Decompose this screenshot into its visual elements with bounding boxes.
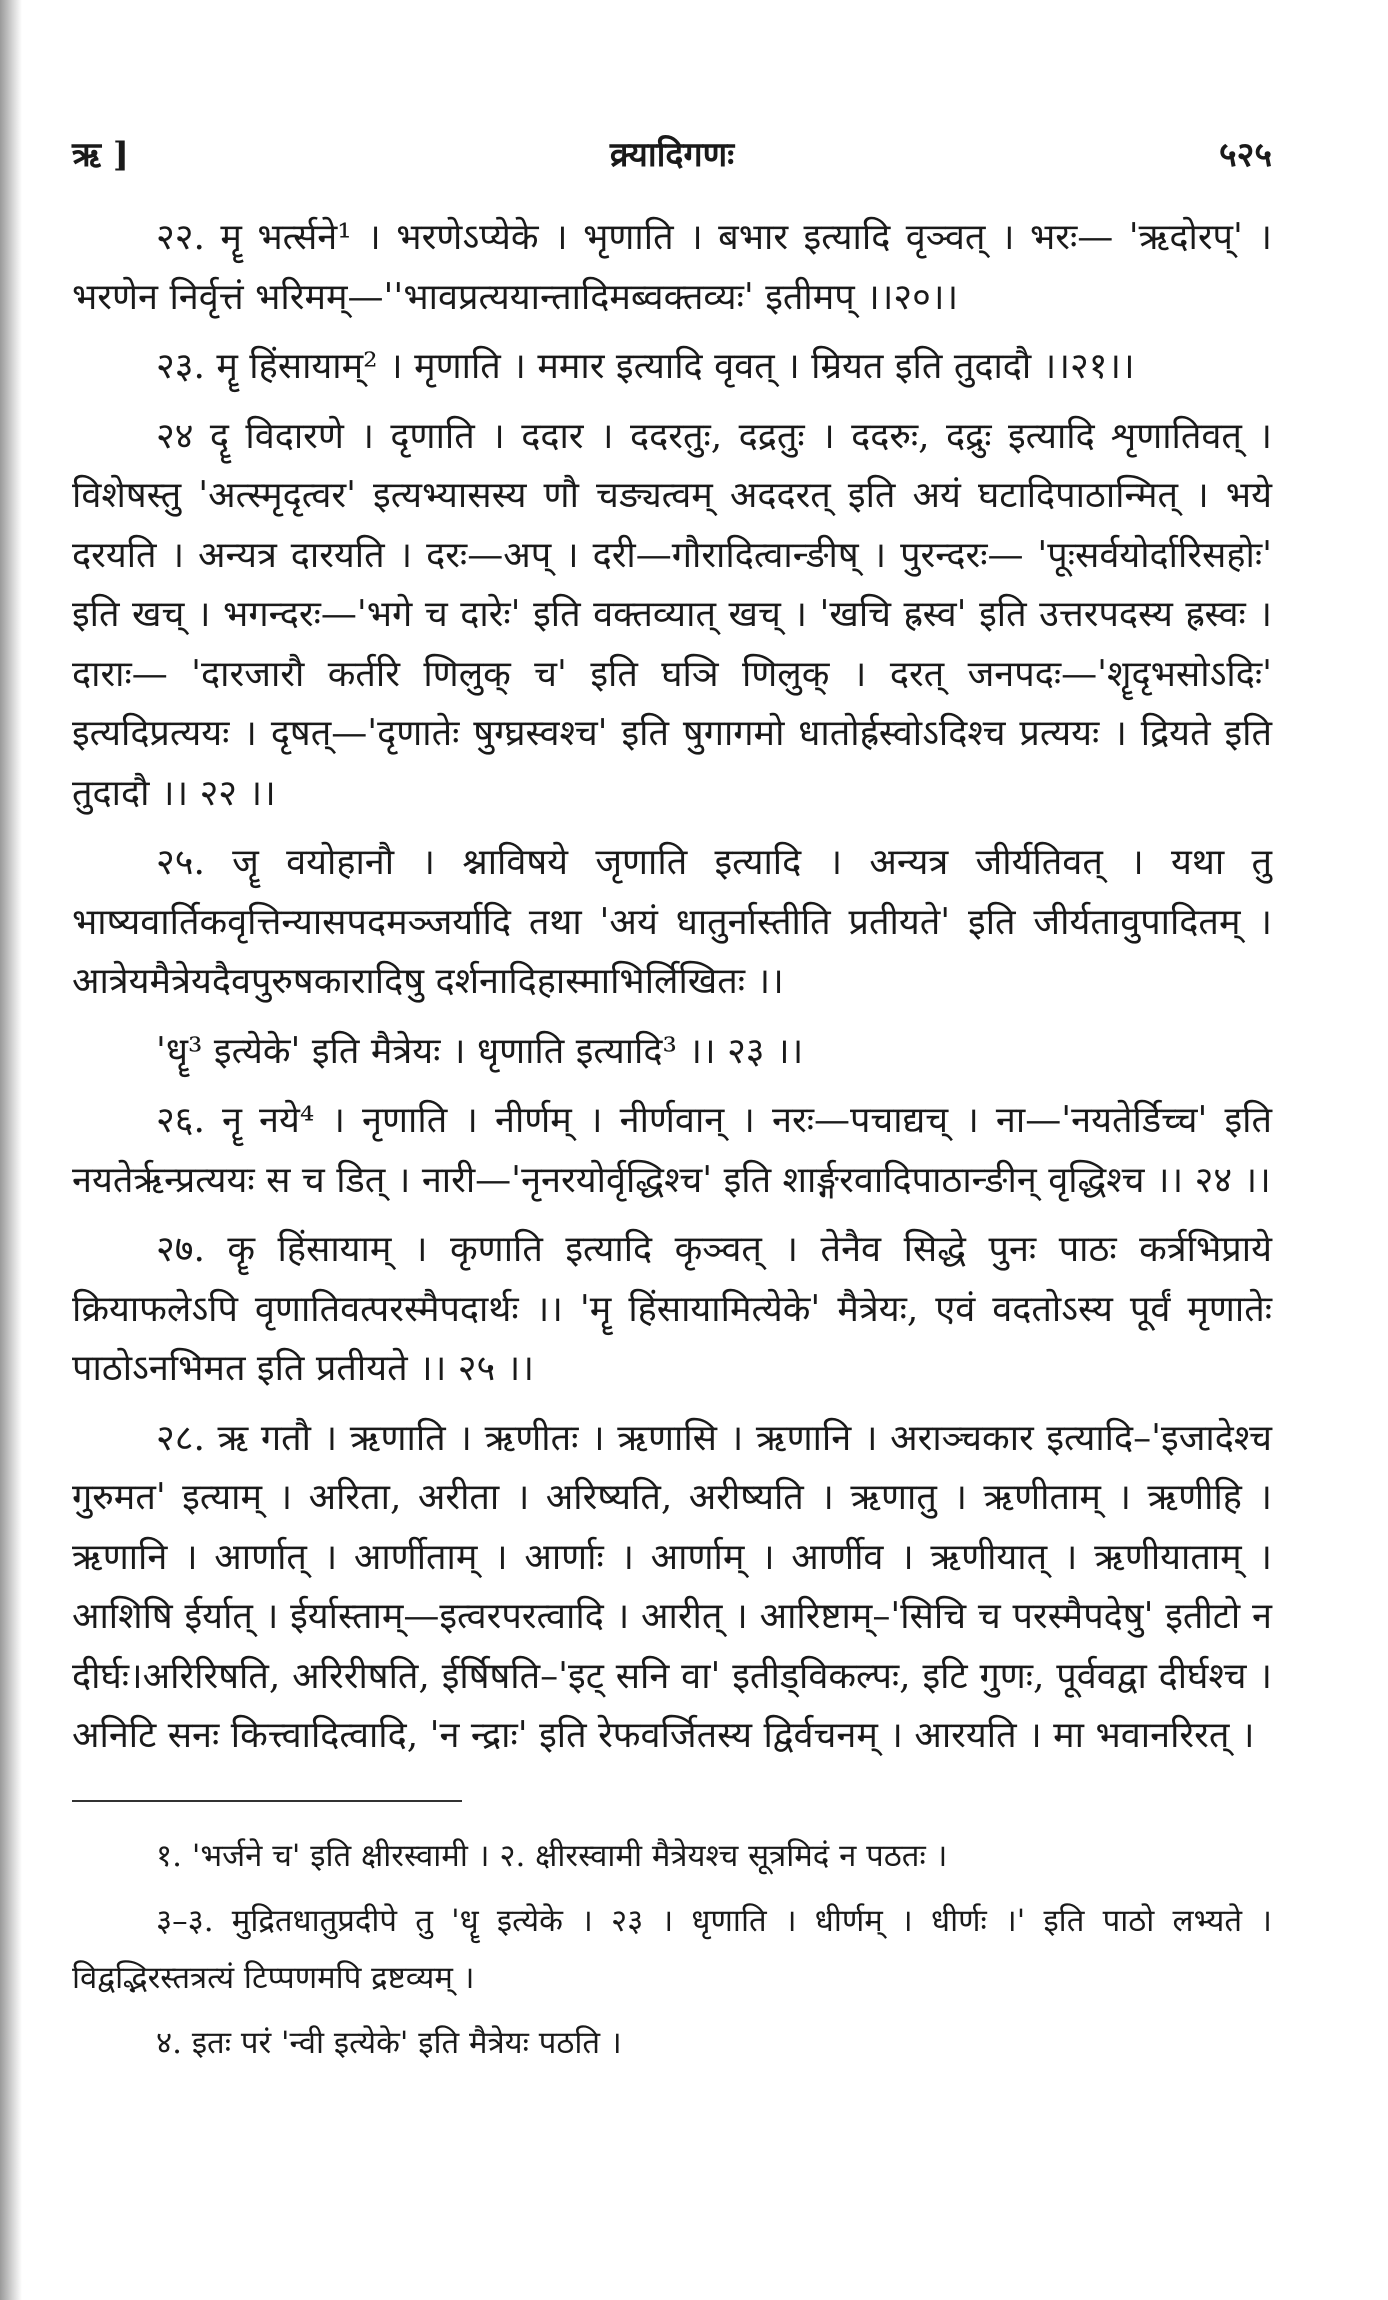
footnote-divider	[72, 1800, 462, 1802]
sutra-paragraph: २५. जॄ वयोहानौ । श्नाविषये जृणाति इत्यादि । अन्यत्र जीर्यतिवत् । यथा तु भाष्यवार्तिकवृत्तिन्यासपदमञ्जर्यादि तथा 'अयं धातुर्नास्तीति प्रतीयते' इति जीर्यतावुपादितम् । आत्रेयमैत्रेयदैवपुरुषकारादिषु दर्शनादिहास्माभिर्लिखितः ।।	[72, 842, 1272, 1002]
footnotes	[72, 1828, 1272, 2072]
footnote: ३–३. मुद्रितधातुप्रदीपे तु 'धॄ इत्येके । २३ । धृणाति । धीर्णम् । धीर्णः ।' इति पाठो लभ्यते । विद्वद्भिरस्तत्रत्यं टिप्पणमपि द्रष्टव्यम् ।	[72, 1902, 1272, 1996]
sutra-paragraph: २२. मॄ भर्त्सने¹ । भरणेऽप्येके । भृणाति । बभार इत्यादि वृञ्वत् । भरः— 'ऋदोरप्' । भरणेन निर्वृत्तं भरिमम्—''भावप्रत्ययान्तादिमब्वक्तव्यः' इतीमप् ।।२०।।	[72, 217, 1272, 318]
sutra-paragraph: २८. ऋ गतौ । ऋणाति । ऋणीतः । ऋणासि । ऋणानि । अराञ्चकार इत्यादि–'इजादेश्च गुरुमत' इत्याम् । अरिता, अरीता । अरिष्यति, अरीष्यति । ऋणातु । ऋणीताम् । ऋणीहि । ऋणानि । आर्णात् । आर्णीताम् । आर्णाः । आर्णाम् । आर्णीव । ऋणीयात् । ऋणीयाताम् । आशिषि ईर्यात् । ईर्यास्ताम्—इत्वरपरत्वादि । आरीत् । आरिष्टाम्–'सिचि च परस्मैपदेषु' इतीटो न दीर्घः।अरिरिषति, अरिरीषति, ईर्षिषति–'इट् सनि वा' इतीड्विकल्पः, इटि गुणः, पूर्ववद्वा दीर्घश्च । अनिटि सनः कित्त्वादित्वादि, 'न न्द्राः' इति रेफवर्जितस्य द्विर्वचनम् । आरयति । मा भवानरिरत् ।	[72, 1417, 1272, 1756]
body-text	[72, 208, 1272, 1766]
footnote: १. 'भर्जने च' इति क्षीरस्वामी । २. क्षीरस्वामी मैत्रेयश्च सूत्रमिदं न पठतः ।	[156, 1837, 948, 1874]
header-title: क्र्यादिगणः	[609, 135, 735, 175]
sutra-paragraph: 'धॄ³ इत्येके' इति मैत्रेयः । धृणाति इत्यादि³ ।। २३ ।।	[156, 1030, 804, 1072]
sutra-paragraph: २३. मॄ हिंसायाम्² । मृणाति । ममार इत्यादि वृवत् । म्रियत इति तुदादौ ।।२१।।	[156, 346, 1135, 387]
running-head	[72, 130, 1272, 190]
page-number: ५२५	[1218, 135, 1272, 175]
book-spine-shadow	[0, 0, 22, 2300]
sutra-paragraph: २४ दॄ विदारणे । दृणाति । ददार । ददरतुः, दद्रतुः । ददरुः, दद्रुः इत्यादि शृणातिवत् । विशेषस्तु 'अत्स्मृदृत्वर' इत्यभ्यासस्य णौ चङ्यत्वम् अददरत् इति अयं घटादिपाठान्मित् । भये दरयति । अन्यत्र दारयति । दरः—अप् । दरी—गौरादित्वान्ङीष् । पुरन्दरः— 'पूःसर्वयोर्दारिसहोः' इति खच् । भगन्दरः—'भगे च दारेः' इति वक्तव्यात् खच् । 'खचि ह्रस्व' इति उत्तरपदस्य ह्रस्वः । दाराः— 'दारजारौ कर्तरि णिलुक् च' इति घञि णिलुक् । दरत् जनपदः—'शॄदृभसोऽदिः' इत्यदिप्रत्ययः । दृषत्—'दृणातेः षुग्घ्रस्वश्च' इति षुगागमो धातोर्ह्रस्वोऽदिश्च प्रत्ययः । द्रियते इति तुदादौ ।। २२ ।।	[72, 415, 1272, 814]
page-content	[72, 130, 1272, 2072]
footnote: ४. इतः परं 'न्वी इत्येके' इति मैत्रेयः पठति ।	[156, 2024, 622, 2061]
sutra-paragraph: २६. नॄ नये⁴ । नृणाति । नीर्णम् । नीर्णवान् । नरः—पचाद्यच् । ना—'नयतेर्डिच्च' इति नयतेर्ऋन्प्रत्ययः स च डित् । नारी—'नृनरयोर्वृद्धिश्च' इति शार्ङ्गरवादिपाठान्ङीन् वृद्धिश्च ।। २४ ।।	[72, 1100, 1272, 1201]
sutra-paragraph: २७. कॄ हिंसायाम् । कृणाति इत्यादि कृञ्वत् । तेनैव सिद्धे पुनः पाठः कर्त्रभिप्राये क्रियाफलेऽपि वृणातिवत्परस्मैपदार्थः ।। 'मॄ हिंसायामित्येके' मैत्रेयः, एवं वदतोऽस्य पूर्वं मृणातेः पाठोऽनभिमत इति प्रतीयते ।। २५ ।।	[72, 1229, 1272, 1389]
header-left: ऋ ]	[72, 135, 129, 175]
